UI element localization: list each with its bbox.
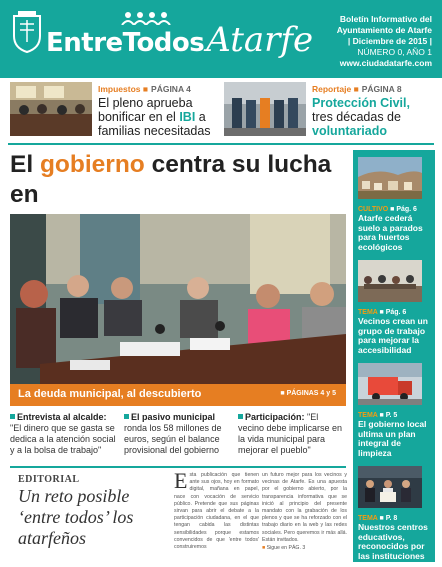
coat-of-arms-logo	[10, 10, 44, 54]
teaser-page: PÁGINA 8	[361, 84, 402, 94]
editorial-title[interactable]: Un reto posible ‘entre todos’ los atarfeños	[18, 486, 134, 548]
bullet-square-icon	[10, 414, 15, 419]
continue-link[interactable]: ■ Sigue en PÁG. 3	[262, 545, 306, 552]
sub-story-title: Participación:	[245, 412, 305, 422]
people-icon	[118, 11, 172, 25]
teaser-kicker: Impuestos ■ PÁGINA 4	[98, 84, 191, 94]
sidebar-section: CULTIVO	[358, 206, 389, 213]
sidebar-headline: Atarfe cederá suelo a parados para huertos ecológicos	[358, 213, 423, 252]
meeting-table-photo	[10, 214, 346, 406]
headline-highlight: IBI	[179, 110, 196, 124]
headline-line: voluntariado	[312, 124, 388, 138]
headline-text: El pleno aprueba bonificar en el	[98, 96, 193, 124]
headline-text-end: a familias necesitadas	[98, 110, 211, 138]
divider	[8, 143, 434, 145]
sidebar-kicker: TEMA ■ P. 5	[358, 412, 398, 419]
issue-info	[337, 14, 432, 69]
sidebar-page: P. 5	[385, 412, 398, 419]
masthead	[0, 0, 442, 78]
sidebar-section: TEMA	[358, 309, 378, 316]
sidebar-headline: Nuestros centros educativos, reconocidos por las instituciones	[358, 522, 428, 561]
sidebar-section: TEMA	[358, 412, 378, 419]
sub-story-title: El pasivo municipal	[131, 412, 216, 422]
website-link[interactable]: www.ciudadatarfe.com	[339, 58, 432, 68]
sub-story-body: ronda los 58 millones de euros, según el balance provisional del gobierno	[124, 423, 222, 455]
sub-stories	[10, 412, 346, 460]
teaser-section: Reportaje	[312, 84, 352, 94]
sidebar-page: Pág. 6	[385, 309, 407, 316]
sub-story-interview[interactable]	[10, 412, 118, 456]
editorial-text: un futuro mejor para los vecinos y vecinas de Atarfe. Es una apuesta por el gobierno abierto, por la transparencia informativa que se inició al principio del presente mandato con la grabación de los plenos y que se ha reforzado con el trabajo diario en la web y las redes sociales. Pero queremos ir más allá. Están invitados.	[262, 472, 347, 543]
teaser-impuestos[interactable]	[10, 82, 215, 138]
sidebar-section: TEMA	[358, 515, 378, 522]
sidebar-headline: Vecinos crean un grupo de trabajo para mejorar la accesibilidad	[358, 316, 428, 355]
sidebar-item-accesibilidad[interactable]	[358, 260, 430, 355]
sidebar-headline: El gobierno local ultima un plan integral de limpieza	[358, 419, 427, 458]
sub-story-body: "El dinero que se gasta se dedica a la atención social y a la bolsa de trabajo"	[10, 423, 116, 455]
title-atarfe: Atarfe	[206, 20, 314, 60]
title-entretodos: EntreTodos	[46, 28, 205, 58]
sub-story-participation[interactable]	[238, 412, 346, 456]
bullet-square-icon	[238, 414, 243, 419]
teaser-section: Impuestos	[98, 84, 141, 94]
sidebar-kicker: TEMA ■ Pág. 6	[358, 309, 407, 316]
bullet-square-icon	[124, 414, 129, 419]
sidebar-item-limpieza[interactable]	[358, 363, 430, 458]
editorial-column-1	[174, 468, 259, 551]
photo-caption-bar	[10, 384, 346, 406]
sub-story-debt[interactable]	[124, 412, 232, 456]
teaser-page: PÁGINA 4	[151, 84, 191, 94]
cleaning-truck-photo	[358, 363, 422, 405]
sidebar	[353, 150, 435, 562]
publication-title	[46, 20, 313, 60]
headline-word-accent: gobierno	[39, 151, 145, 178]
council-meeting-photo	[10, 82, 92, 136]
sidebar-kicker: TEMA ■ P. 8	[358, 515, 398, 522]
teaser-kicker: Reportaje ■ PÁGINA 8	[312, 84, 402, 94]
town-landscape-photo	[358, 157, 422, 199]
sub-story-body: "El vecino debe implicarse en la vida municipal para mejorar el pueblo"	[238, 412, 343, 455]
bulletin-line-2: Ayuntamiento de Atarfe	[336, 25, 432, 35]
school-award-photo	[358, 466, 422, 508]
sub-story-title: Entrevista al alcalde:	[17, 412, 107, 422]
editorial-label: EDITORIAL	[18, 474, 80, 485]
drop-cap: E	[174, 468, 188, 493]
issue-number: NÚMERO 0, AÑO 1	[357, 47, 432, 57]
photo-pages: ■ PÁGINAS 4 y 5	[280, 390, 336, 397]
headline-word: centra su lucha en	[10, 151, 332, 208]
teaser-headline	[98, 96, 213, 138]
sidebar-page: P. 8	[385, 515, 398, 522]
editorial-column-2	[262, 472, 347, 552]
continue-text: Sigue en PÁG. 3	[266, 545, 306, 552]
main-story-photo[interactable]	[10, 214, 346, 406]
photo-pages-text: PÁGINAS 4 y 5	[286, 390, 336, 397]
sidebar-page: Pág. 6	[396, 206, 417, 213]
editorial-text: sta publicación que tienen ante sus ojos, hoy en formato digital, mañana en papel, nace con vocación de servicio público. Pretende que sus páginas sirvan para abrir el debate a la participación ciudadana, en el que tengan cabida las distintas sensibilidades porque estamos convencidos de que 'entre todos' construiremos	[174, 472, 259, 551]
teaser-reportaje[interactable]	[224, 82, 434, 138]
sidebar-item-cultivo[interactable]	[358, 157, 430, 252]
sidebar-item-educacion[interactable]	[358, 466, 430, 561]
headline-word: El	[10, 151, 40, 178]
photo-caption: La deuda municipal, al descubierto	[18, 388, 202, 400]
bulletin-line-1: Boletín Informativo del	[339, 14, 432, 24]
civil-protection-photo	[224, 82, 306, 136]
headline-line: Protección Civil,	[312, 96, 410, 110]
teaser-headline	[312, 96, 434, 138]
editorial-section	[10, 466, 346, 561]
issue-date: | Diciembre de 2015 |	[347, 36, 432, 46]
sidebar-kicker: CULTIVO ■ Pág. 6	[358, 206, 417, 213]
headline-line: tres décadas de	[312, 110, 401, 124]
meeting-room-photo	[358, 260, 422, 302]
